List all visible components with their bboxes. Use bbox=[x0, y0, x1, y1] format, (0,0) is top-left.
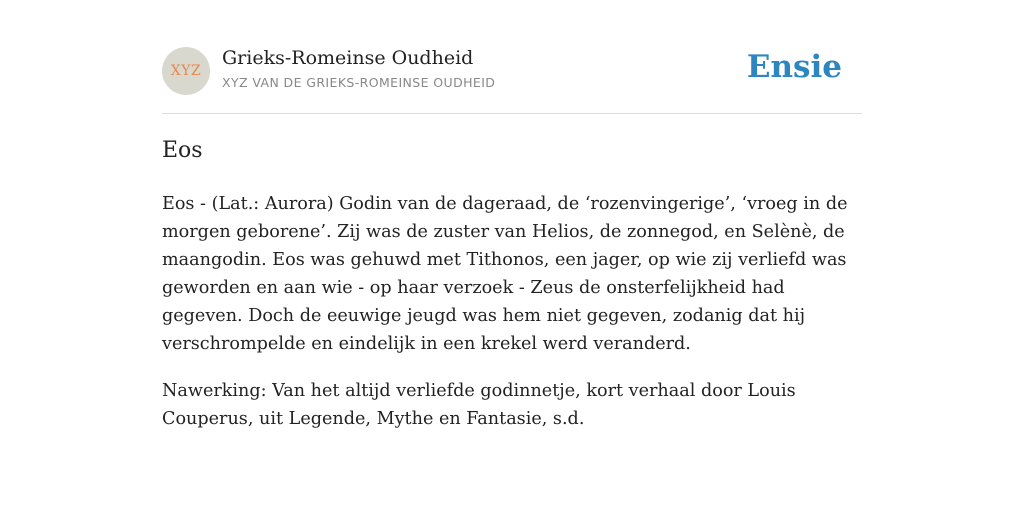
entry-body bbox=[162, 190, 866, 452]
entry-paragraph: Nawerking: Van het altijd verliefde godinnetje, kort verhaal door Louis Couperus, uit Legende, Mythe en Fantasie, s.d. bbox=[162, 381, 796, 429]
divider bbox=[162, 113, 862, 114]
ensie-logo[interactable]: Ensie bbox=[746, 49, 842, 85]
avatar[interactable] bbox=[162, 47, 210, 95]
source-subtitle: XYZ VAN DE GRIEKS-ROMEINSE OUDHEID bbox=[222, 75, 496, 90]
source-title[interactable]: Grieks-Romeinse Oudheid bbox=[222, 47, 474, 69]
entry-paragraph: Eos - (Lat.: Aurora) Godin van de dageraad, de ‘rozenvingerige’, ‘vroeg in de morgen geborene’. Zij was de zuster van Helios, de zonnegod, en Selènè, de maangodin. Eos was gehuwd met Tithonos, een jager, op wie zij verliefd was geworden en aan wie - op haar verzoek - Zeus de onsterfelijkheid had gegeven. Doch de eeuwige jeugd was hem niet gegeven, zodanig dat hij verschrompelde en eindelijk in een krekel werd veranderd. bbox=[162, 194, 848, 354]
entry-title: Eos bbox=[162, 138, 203, 163]
source-header bbox=[162, 47, 862, 95]
avatar-text: XYZ bbox=[170, 63, 202, 79]
